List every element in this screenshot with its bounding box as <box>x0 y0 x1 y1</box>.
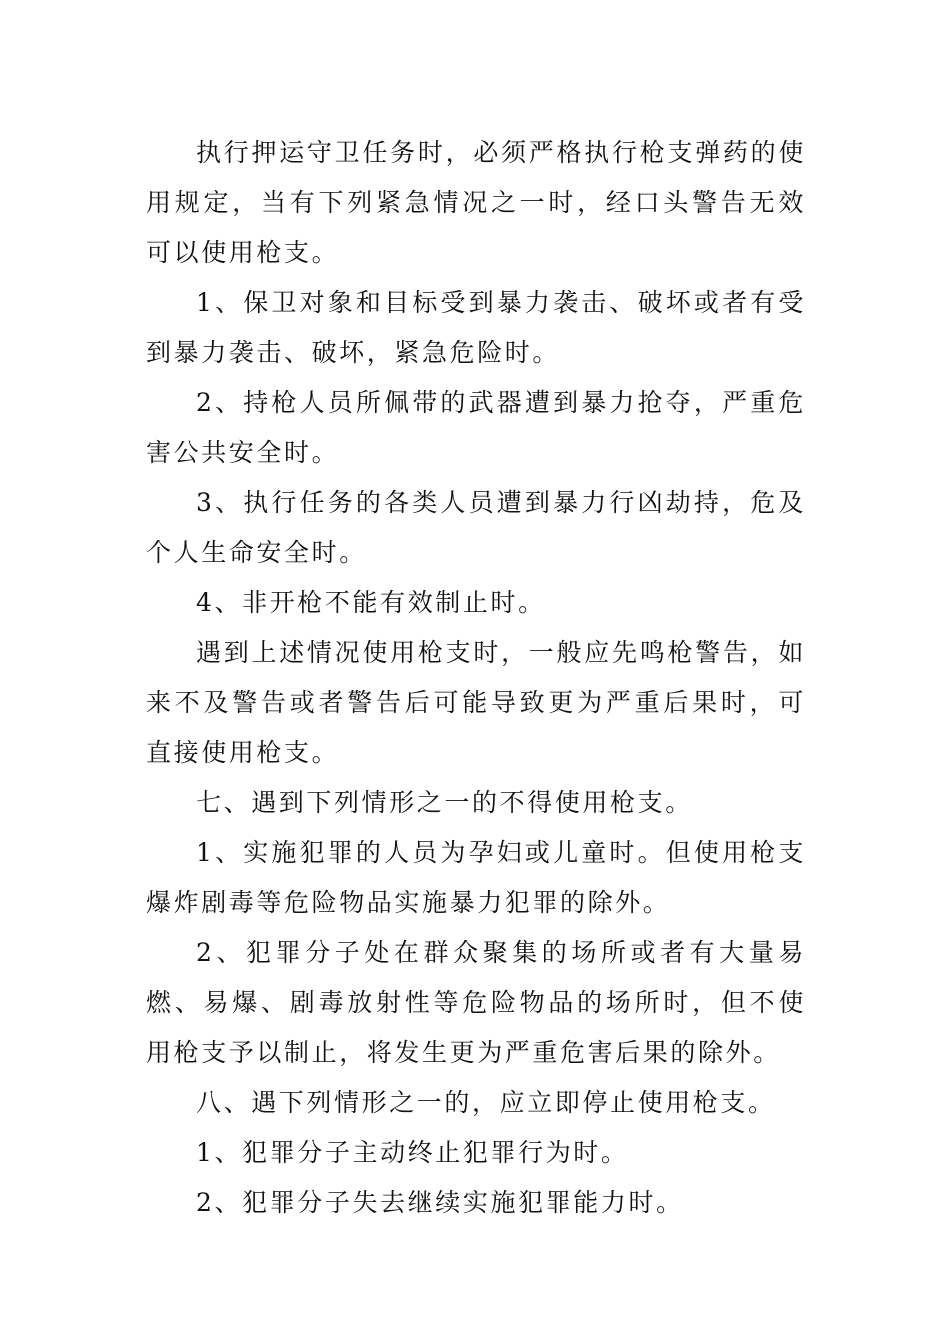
paragraph-item-2: 2、持枪人员所佩带的武器遭到暴力抢夺，严重危害公共安全时。 <box>146 388 806 467</box>
paragraph-item-4: 4、非开枪不能有效制止时。 <box>196 588 546 617</box>
paragraph-item-1: 1、保卫对象和目标受到暴力袭击、破坏或者有受到暴力袭击、破坏，紧急危险时。 <box>146 288 806 367</box>
paragraph-seven-item-2: 2、犯罪分子处在群众聚集的场所或者有大量易燃、易爆、剧毒放射性等危险物品的场所时，但不使用枪支予以制止，将发生更为严重危害后果的除外。 <box>146 938 806 1067</box>
document-body <box>146 128 806 1228</box>
paragraph-item-3: 3、执行任务的各类人员遭到暴力行凶劫持，危及个人生命安全时。 <box>146 488 806 567</box>
section-heading-eight: 八、遇下列情形之一的，应立即停止使用枪支。 <box>196 1088 776 1117</box>
paragraph-eight-item-2: 2、犯罪分子失去继续实施犯罪能力时。 <box>196 1188 684 1217</box>
paragraph-eight-item-1: 1、犯罪分子主动终止犯罪行为时。 <box>196 1138 629 1167</box>
section-heading-seven: 七、遇到下列情形之一的不得使用枪支。 <box>196 788 693 817</box>
paragraph-warning-note: 遇到上述情况使用枪支时，一般应先鸣枪警告，如来不及警告或者警告后可能导致更为严重后果时，可直接使用枪支。 <box>146 638 806 767</box>
paragraph-intro: 执行押运守卫任务时，必须严格执行枪支弹药的使用规定，当有下列紧急情况之一时，经口头警告无效可以使用枪支。 <box>146 138 806 267</box>
paragraph-seven-item-1: 1、实施犯罪的人员为孕妇或儿童时。但使用枪支爆炸剧毒等危险物品实施暴力犯罪的除外。 <box>146 838 806 917</box>
